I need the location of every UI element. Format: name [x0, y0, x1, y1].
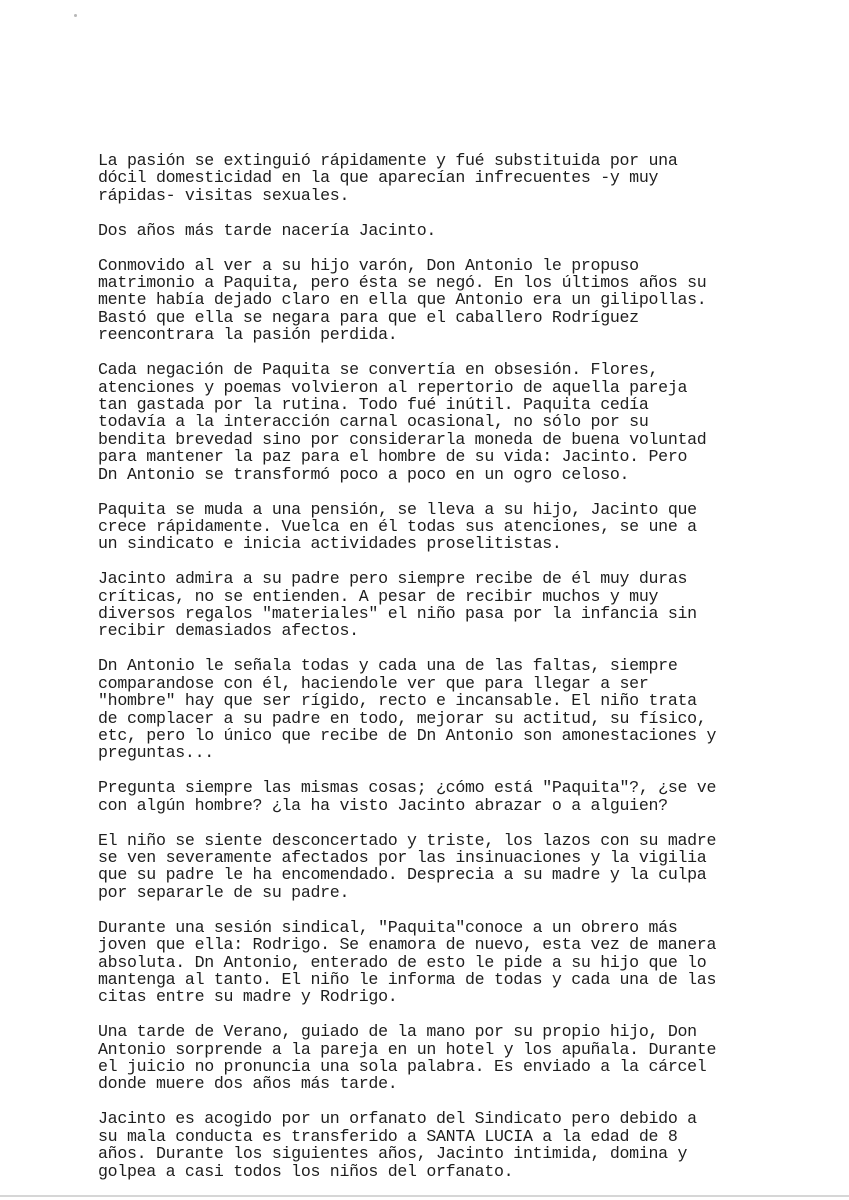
paragraph-12: Jacinto es acogido por un orfanato del Sindicato pero debido a su mala conducta es transferido a SANTA LUCIA a la edad de 8 años. Durante los siguientes años, Jacinto intimida, domina y golpea a casi todos los niños del orfanato. — [98, 1109, 697, 1181]
scan-speck — [74, 14, 77, 17]
paragraph-2: Dos años más tarde nacería Jacinto. — [98, 220, 437, 240]
paragraph-7: Dn Antonio le señala todas y cada una de las faltas, siempre comparandose con él, haciendole ver que para llegar a ser "hombre" hay que ser rígido, recto e incansable. El niño trata de complacer a su padre en todo, mejorar su actitud, su físico, etc, pero lo único que recibe de Dn Antonio son amonestaciones y preguntas... — [98, 656, 717, 763]
paragraph-1: La pasión se extinguió rápidamente y fué substituida por una dócil domesticidad en la que aparecían infrecuentes -y muy rápidas- visitas sexuales. — [98, 151, 678, 205]
document-body — [98, 152, 758, 1198]
paragraph-5: Paquita se muda a una pensión, se lleva a su hijo, Jacinto que crece rápidamente. Vuelca en él todas sus atenciones, se une a un sindicato e inicia actividades proselitistas. — [98, 499, 697, 554]
paragraph-6: Jacinto admira a su padre pero siempre recibe de él muy duras críticas, no se entienden. A pesar de recibir muchos y muy diversos regalos "materiales" el niño pasa por la infancia sin recibir demasiados afectos. — [98, 569, 697, 641]
paragraph-9: El niño se siente desconcertado y triste, los lazos con su madre se ven severamente afectados por las insinuaciones y la vigilia que su padre le ha encomendado. Desprecia a su madre y la culpa por separarle de su padre. — [98, 830, 717, 902]
scan-edge-line — [0, 1195, 849, 1197]
paragraph-10: Durante una sesión sindical, "Paquita"conoce a un obrero más joven que ella: Rodrigo. Se enamora de nuevo, esta vez de manera absoluta. Dn Antonio, enterado de esto le pide a su hijo que lo mantenga al tanto. El niño le informa de todas y cada una de las citas entre su madre y Rodrigo. — [98, 917, 717, 1007]
paragraph-8: Pregunta siempre las mismas cosas; ¿cómo está "Paquita"?, ¿se ve con algún hombre? ¿la ha visto Jacinto abrazar o a alguien? — [98, 778, 717, 815]
paragraph-3: Conmovido al ver a su hijo varón, Don Antonio le propuso matrimonio a Paquita, pero ésta se negó. En los últimos años su mente había dejado claro en ella que Antonio era un gilipollas. Bastó que ella se negara para que el caballero Rodríguez reencontrara la pasión perdida. — [98, 255, 707, 345]
paragraph-11: Una tarde de Verano, guiado de la mano por su propio hijo, Don Antonio sorprende a la pareja en un hotel y los apuñala. Durante el juicio no pronuncia una sola palabra. Es enviado a la cárcel donde muere dos años más tarde. — [98, 1022, 717, 1094]
paragraph-4: Cada negación de Paquita se convertía en obsesión. Flores, atenciones y poemas volvieron al repertorio de aquella pareja tan gastada por la rutina. Todo fué inútil. Paquita cedía todavía a la interacción carnal ocasional, no sólo por su bendita brevedad sino por considerarla moneda de buena voluntad para mantener la paz para el hombre de su vida: Jacinto. Pero Dn Antonio se transformó poco a poco en un ogro celoso. — [98, 360, 707, 484]
